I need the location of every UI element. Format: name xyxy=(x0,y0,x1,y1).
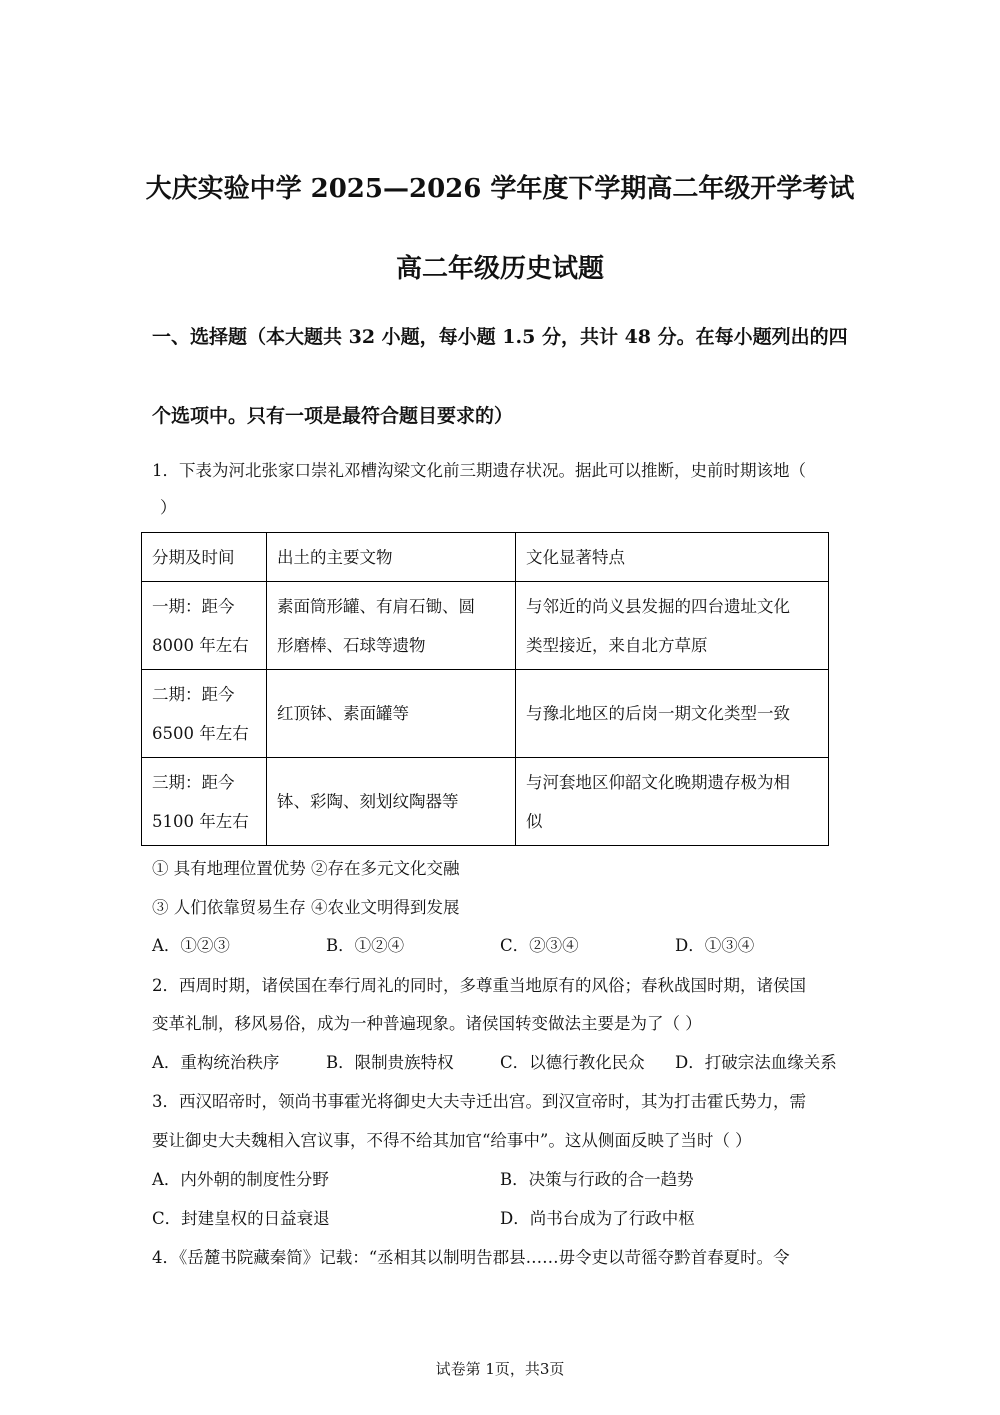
q1-option-a: A．①②③ xyxy=(152,936,230,955)
table-cell-period: 一期：距今 8000 年左右 xyxy=(142,582,267,670)
exam-title: 大庆实验中学 2025—2026 学年度下学期高二年级开学考试 xyxy=(145,174,855,204)
table-cell-features: 与河套地区仰韶文化晚期遗存极为相 似 xyxy=(516,758,829,846)
q4-stem-line1: 4．《岳麓书院藏秦简》记载：“丞相其以制明告郡县……毋令吏以苛徭夺黔首春夏时。令 xyxy=(152,1248,790,1267)
q2-option-b: B．限制贵族特权 xyxy=(326,1053,454,1072)
table-cell-period: 二期：距今 6500 年左右 xyxy=(142,670,267,758)
table-header-row xyxy=(142,533,829,582)
table-header-cell: 文化显著特点 xyxy=(516,533,829,582)
table-cell-artifacts: 钵、彩陶、刻划纹陶器等 xyxy=(267,758,516,846)
table-cell-artifacts: 红顶钵、素面罐等 xyxy=(267,670,516,758)
q1-table xyxy=(141,532,829,846)
q2-option-d: D．打破宗法血缘关系 xyxy=(675,1053,837,1072)
table-cell-features: 与豫北地区的后岗一期文化类型一致 xyxy=(516,670,829,758)
q2-stem-line2: 变革礼制，移风易俗，成为一种普遍现象。诸侯国转变做法主要是为了（ ） xyxy=(152,1014,702,1033)
q3-option-d: D．尚书台成为了行政中枢 xyxy=(500,1209,695,1228)
q1-option-d: D．①③④ xyxy=(675,936,755,955)
q1-statements-line1: ① 具有地理位置优势 ②存在多元文化交融 xyxy=(152,859,460,878)
exam-subtitle: 高二年级历史试题 xyxy=(395,254,604,284)
q2-option-a: A．重构统治秩序 xyxy=(152,1053,280,1072)
q1-option-c: C．②③④ xyxy=(500,936,579,955)
q3-option-c: C．封建皇权的日益衰退 xyxy=(152,1209,330,1228)
table-cell-period: 三期：距今 5100 年左右 xyxy=(142,758,267,846)
q1-option-b: B．①②④ xyxy=(326,936,405,955)
table-cell-features: 与邻近的尚义县发掘的四台遗址文化 类型接近，来自北方草原 xyxy=(516,582,829,670)
q2-option-c: C．以德行教化民众 xyxy=(500,1053,645,1072)
table-header-cell: 分期及时间 xyxy=(142,533,267,582)
q1-stem-line2: ） xyxy=(160,498,177,517)
table-row xyxy=(142,582,829,670)
q3-option-a: A．内外朝的制度性分野 xyxy=(152,1170,329,1189)
table-row xyxy=(142,670,829,758)
section-heading-line2: 个选项中。只有一项是最符合题目要求的） xyxy=(152,405,514,427)
section-heading-line1: 一、选择题（本大题共 32 小题，每小题 1.5 分，共计 48 分。在每小题列出的四 xyxy=(152,326,848,348)
table-row xyxy=(142,758,829,846)
table-cell-artifacts: 素面筒形罐、有肩石锄、圆 形磨棒、石球等遗物 xyxy=(267,582,516,670)
q2-stem-line1: 2．西周时期，诸侯国在奉行周礼的同时，多尊重当地原有的风俗；春秋战国时期，诸侯国 xyxy=(152,976,806,995)
q3-stem-line1: 3．西汉昭帝时，领尚书事霍光将御史大夫寺迁出宫。到汉宣帝时，其为打击霍氏势力，需 xyxy=(152,1092,806,1111)
q1-stem-line1: 1．下表为河北张家口崇礼邓槽沟梁文化前三期遗存状况。据此可以推断，史前时期该地（ xyxy=(152,461,806,480)
q3-option-b: B．决策与行政的合一趋势 xyxy=(500,1170,694,1189)
table-header-cell: 出土的主要文物 xyxy=(267,533,516,582)
page-footer: 试卷第 1页，共3页 xyxy=(435,1360,565,1378)
q1-statements-line2: ③ 人们依靠贸易生存 ④农业文明得到发展 xyxy=(152,898,460,917)
q3-stem-line2: 要让御史大夫魏相入宫议事，不得不给其加官“给事中”。这从侧面反映了当时（ ） xyxy=(152,1131,752,1150)
